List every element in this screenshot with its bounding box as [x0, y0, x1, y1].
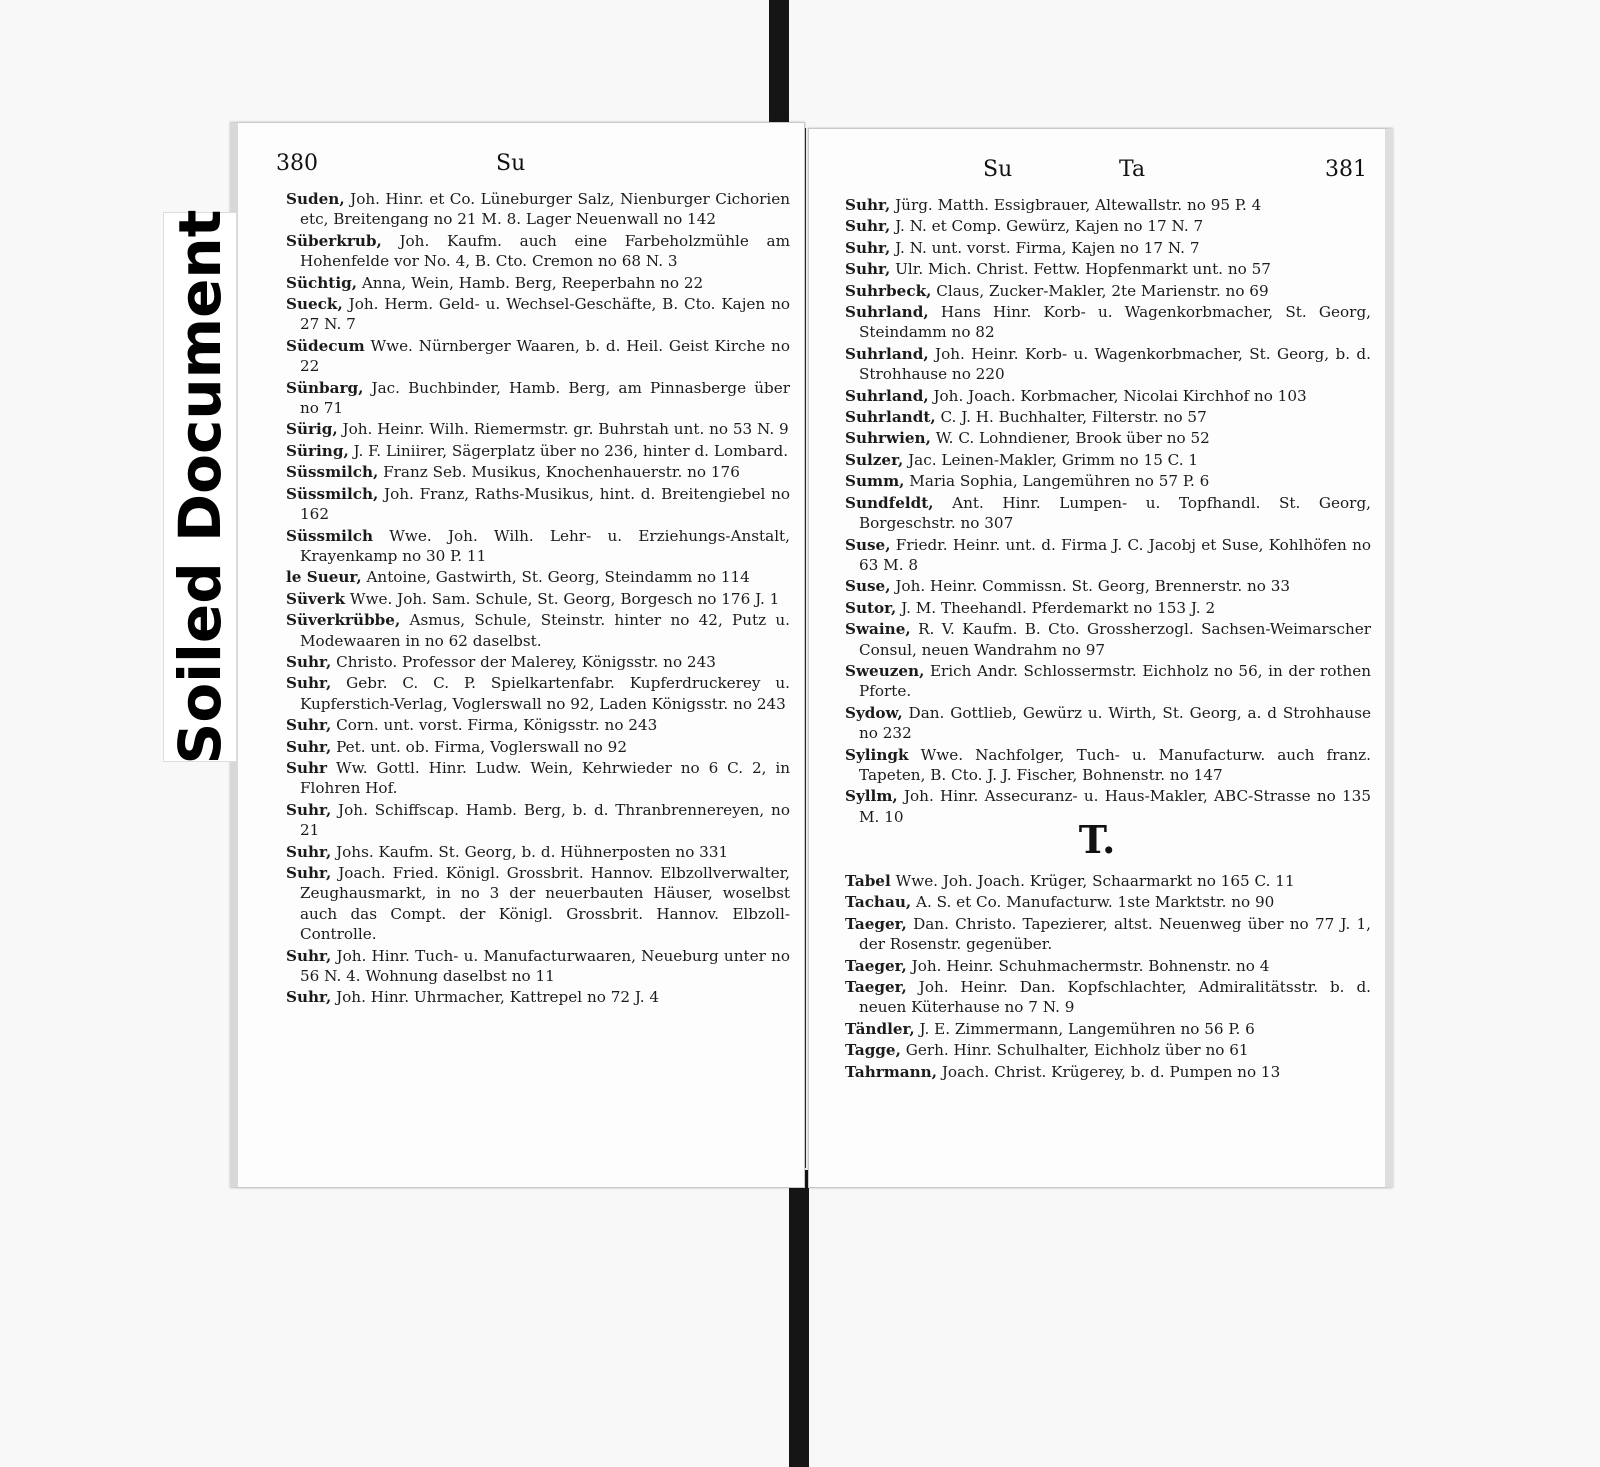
- spine-bottom: [789, 1170, 809, 1467]
- entry-details: J. E. Zimmermann, Langemühren no 56 P. 6: [914, 1019, 1255, 1038]
- entry-name: Suhr,: [286, 842, 332, 861]
- entry-details: Gebr. C. C. P. Spielkartenfabr. Kupferdruckerey u. Kupferstich-Verlag, Voglerswall no 92, Laden Königsstr. no 243: [300, 674, 790, 713]
- directory-entry: [831, 195, 1371, 215]
- entry-details: J. N. et Comp. Gewürz, Kajen no 17 N. 7: [890, 217, 1204, 236]
- entry-details: Joach. Fried. Königl. Grossbrit. Hannov. Elbzollverwalter, Zeughausmarkt, in no 3 der neuerbauten Häuser, woselbst auch das Compt. der Königl. Grossbrit. Hannov. Elbzoll-Controlle.: [300, 864, 790, 944]
- directory-entry: [272, 715, 790, 735]
- left-page-number: 380: [276, 151, 318, 176]
- entry-name: Süssmilch: [286, 526, 374, 545]
- directory-entry: [831, 661, 1371, 702]
- entry-details: Erich Andr. Schlossermstr. Eichholz no 56, in der rothen Pforte.: [859, 661, 1371, 701]
- entry-name: Sulzer,: [845, 450, 904, 469]
- entry-name: Taeger,: [845, 956, 907, 975]
- entry-details: Jac. Buchbinder, Hamb. Berg, am Pinnasberge über no 71: [300, 378, 790, 418]
- entry-details: Gerh. Hinr. Schulhalter, Eichholz über no 61: [900, 1041, 1249, 1060]
- entry-details: A. S. et Co. Manufacturw. 1ste Marktstr. no 90: [911, 893, 1275, 912]
- directory-entry: [272, 419, 790, 439]
- directory-entry: [272, 589, 790, 609]
- entry-details: Joh. Hinr. et Co. Lüneburger Salz, Nienburger Cichorien etc, Breitengang no 21 M. 8. Lager Neuenwall no 142: [300, 190, 790, 229]
- entry-details: Dan. Gottlieb, Gewürz u. Wirth, St. Georg, a. d Strohhause no 232: [859, 703, 1371, 743]
- entry-name: Suden,: [286, 190, 345, 208]
- directory-entry: [831, 386, 1371, 406]
- entry-name: Suse,: [845, 535, 891, 554]
- right-page-number: 381: [1325, 157, 1367, 182]
- entry-name: Sylingk: [845, 745, 909, 764]
- entry-details: Joh. Herm. Geld- u. Wechsel-Geschäfte, B. Cto. Kajen no 27 N. 7: [300, 295, 790, 334]
- entry-details: R. V. Kaufm. B. Cto. Grossherzogl. Sachsen-Weimarscher Consul, neuen Wandrahm no 97: [859, 620, 1371, 659]
- directory-entry: [831, 216, 1371, 236]
- entry-name: Suhr,: [845, 260, 891, 279]
- entry-details: Anna, Wein, Hamb. Berg, Reeperbahn no 22: [357, 273, 704, 292]
- entry-name: Suhrland,: [845, 344, 929, 363]
- section-letter: T.: [1078, 817, 1116, 862]
- entry-name: Swaine,: [845, 620, 911, 639]
- entry-name: Suhr,: [286, 988, 332, 1007]
- entry-details: C. J. H. Buchhalter, Filterstr. no 57: [935, 408, 1207, 427]
- directory-entry: [831, 238, 1371, 258]
- entry-name: Sueck,: [286, 295, 343, 314]
- directory-entry: [272, 610, 790, 651]
- entry-name: Suhr,: [845, 217, 891, 236]
- entry-name: Tahrmann,: [845, 1062, 938, 1081]
- directory-entry: [272, 294, 790, 335]
- entry-details: Jac. Leinen-Makler, Grimm no 15 C. 1: [903, 450, 1199, 469]
- entry-details: Ww. Gottl. Hinr. Ludw. Wein, Kehrwieder no 6 C. 2, in Flohren Hof.: [300, 758, 790, 798]
- directory-entry: [831, 493, 1371, 534]
- directory-entry: [272, 526, 790, 567]
- entry-name: Süssmilch,: [286, 484, 379, 503]
- directory-entry: [272, 842, 790, 862]
- directory-entry: [831, 914, 1371, 955]
- directory-entry: [831, 745, 1371, 786]
- entry-details: Joh. Hinr. Assecuranz- u. Haus-Makler, ABC-Strasse no 135 M. 10: [859, 787, 1371, 826]
- entry-details: Wwe. Joh. Joach. Krüger, Schaarmarkt no 165 C. 11: [890, 872, 1295, 890]
- entry-details: J. F. Liniirer, Sägerplatz über no 236, hinter d. Lombard.: [348, 441, 789, 460]
- directory-entry: [272, 758, 790, 799]
- entry-name: Suhr,: [286, 864, 332, 882]
- left-entries: [272, 189, 790, 1009]
- entry-details: Friedr. Heinr. unt. d. Firma J. C. Jacobj et Suse, Kohlhöfen no 63 M. 8: [859, 535, 1371, 574]
- entry-name: Sweuzen,: [845, 661, 925, 680]
- directory-entry: [831, 703, 1371, 744]
- entry-name: Suhr: [286, 758, 328, 777]
- directory-entry: [831, 892, 1371, 912]
- directory-entry: [831, 871, 1371, 891]
- entry-details: Joh. Heinr. Dan. Kopfschlachter, Admiralitätsstr. b. d. neuen Küterhause no 7 N. 9: [859, 978, 1371, 1017]
- directory-entry: [831, 619, 1371, 660]
- entry-details: J. M. Theehandl. Pferdemarkt no 153 J. 2: [896, 598, 1216, 617]
- directory-entry: [272, 273, 790, 293]
- entry-details: Joh. Hinr. Tuch- u. Manufacturwaaren, Neueburg unter no 56 N. 4. Wohnung daselbst no 11: [300, 946, 790, 986]
- entry-name: Suse,: [845, 577, 891, 596]
- spine-top: [769, 0, 789, 135]
- directory-entry: [272, 189, 790, 230]
- directory-entry: [831, 1019, 1371, 1039]
- directory-entry: [272, 336, 790, 377]
- entry-details: Joh. Kaufm. auch eine Farbeholzmühle am Hohenfelde vor No. 4, B. Cto. Cremon no 68 N. 3: [300, 231, 790, 271]
- entry-details: Hans Hinr. Korb- u. Wagenkorbmacher, St. Georg, Steindamm no 82: [859, 303, 1371, 342]
- entry-name: Suhr,: [286, 716, 332, 735]
- directory-entry: [831, 576, 1371, 596]
- directory-entry: [831, 428, 1371, 448]
- entry-name: Suhr,: [286, 652, 332, 671]
- directory-entry: [831, 1062, 1371, 1082]
- directory-entry: [272, 673, 790, 714]
- directory-entry: [831, 598, 1371, 618]
- entry-name: Suhrland,: [845, 386, 929, 405]
- entry-name: Tagge,: [845, 1041, 901, 1060]
- stamp-text: Soiled Document: [166, 209, 234, 765]
- directory-entry: [831, 281, 1371, 301]
- entry-name: Suhr,: [286, 946, 332, 965]
- entry-details: Corn. unt. vorst. Firma, Königsstr. no 243: [331, 716, 658, 735]
- right-running-head-right: Ta: [1119, 157, 1146, 182]
- entry-name: Taeger,: [845, 914, 907, 933]
- entry-name: le Sueur,: [286, 568, 362, 587]
- entry-details: Wwe. Nachfolger, Tuch- u. Manufacturw. auch franz. Tapeten, B. Cto. J. J. Fischer, Bohnenstr. no 147: [859, 745, 1371, 784]
- entry-details: Wwe. Joh. Wilh. Lehr- u. Erziehungs-Anstalt, Krayenkamp no 30 P. 11: [300, 526, 790, 565]
- directory-entry: [272, 441, 790, 461]
- entry-name: Süberkrub,: [286, 231, 382, 250]
- entry-details: Franz Seb. Musikus, Knochenhauerstr. no 176: [378, 463, 740, 482]
- entry-name: Suhrland,: [845, 303, 929, 322]
- directory-entry: [272, 378, 790, 419]
- directory-entry: [831, 1040, 1371, 1060]
- entry-details: Claus, Zucker-Makler, 2te Marienstr. no 69: [931, 281, 1269, 300]
- entry-details: Antoine, Gastwirth, St. Georg, Steindamm no 114: [361, 568, 750, 587]
- entry-name: Südecum: [286, 336, 365, 355]
- entry-details: Joach. Christ. Krügerey, b. d. Pumpen no 13: [937, 1062, 1281, 1081]
- entry-name: Suhr,: [845, 196, 891, 214]
- entry-details: Joh. Schiffscap. Hamb. Berg, b. d. Thranbrennereyen, no 21: [300, 800, 790, 840]
- entry-name: Suhr,: [845, 238, 891, 257]
- entry-details: Asmus, Schule, Steinstr. hinter no 42, Putz u. Modewaaren in no 62 daselbst.: [300, 611, 790, 650]
- entry-details: J. N. unt. vorst. Firma, Kajen no 17 N. 7: [890, 238, 1200, 257]
- directory-entry: [831, 977, 1371, 1018]
- entry-details: Jürg. Matth. Essigbrauer, Altewallstr. no 95 P. 4: [890, 196, 1262, 214]
- entry-name: Sutor,: [845, 598, 897, 617]
- directory-entry: [272, 231, 790, 272]
- directory-entry: [831, 302, 1371, 343]
- directory-entry: [831, 259, 1371, 279]
- entry-name: Sünbarg,: [286, 378, 364, 397]
- directory-entry: [272, 462, 790, 482]
- entry-name: Suhr,: [286, 800, 332, 819]
- right-running-head-left: Su: [983, 157, 1013, 182]
- left-page: [230, 122, 805, 1188]
- entry-details: Joh. Heinr. Commissn. St. Georg, Brennerstr. no 33: [890, 577, 1291, 596]
- directory-entry: [831, 535, 1371, 576]
- entry-name: Sydow,: [845, 703, 903, 722]
- entry-details: Ulr. Mich. Christ. Fettw. Hopfenmarkt unt. no 57: [890, 260, 1271, 279]
- directory-entry: [272, 567, 790, 587]
- entry-details: W. C. Lohndiener, Brook über no 52: [930, 429, 1210, 448]
- entry-name: Tändler,: [845, 1019, 915, 1038]
- directory-entry: [272, 737, 790, 757]
- directory-entry: [831, 450, 1371, 470]
- directory-entry: [272, 863, 790, 945]
- t-entries: [831, 871, 1371, 1083]
- entry-name: Süverk: [286, 589, 346, 608]
- entry-name: Tachau,: [845, 893, 912, 912]
- directory-entry: [272, 800, 790, 841]
- right-entries: [831, 195, 1371, 828]
- entry-name: Sürig,: [286, 420, 338, 439]
- entry-name: Summ,: [845, 472, 905, 491]
- entry-details: Wwe. Joh. Sam. Schule, St. Georg, Borgesch no 176 J. 1: [345, 589, 780, 608]
- entry-details: Joh. Joach. Korbmacher, Nicolai Kirchhof no 103: [928, 386, 1307, 405]
- entry-name: Tabel: [845, 872, 891, 890]
- directory-entry: [272, 987, 790, 1007]
- entry-details: Joh. Hinr. Uhrmacher, Kattrepel no 72 J. 4: [331, 988, 660, 1007]
- entry-details: Joh. Heinr. Korb- u. Wagenkorbmacher, St. Georg, b. d. Strohhause no 220: [859, 344, 1371, 384]
- entry-name: Suhrwien,: [845, 429, 931, 448]
- entry-details: Maria Sophia, Langemühren no 57 P. 6: [904, 472, 1210, 491]
- left-page-header: [238, 151, 804, 181]
- directory-entry: [831, 407, 1371, 427]
- entry-name: Sundfeldt,: [845, 493, 934, 512]
- entry-name: Suhrlandt,: [845, 408, 936, 427]
- entry-details: Dan. Christo. Tapezierer, altst. Neuenweg über no 77 J. 1, der Rosenstr. gegenüber.: [859, 914, 1371, 954]
- entry-details: Pet. unt. ob. Firma, Voglerswall no 92: [331, 737, 627, 756]
- entry-name: Suhr,: [286, 674, 332, 693]
- entry-details: Johs. Kaufm. St. Georg, b. d. Hühnerposten no 331: [331, 842, 729, 861]
- directory-entry: [831, 956, 1371, 976]
- entry-name: Süssmilch,: [286, 463, 379, 482]
- entry-name: Syllm,: [845, 787, 898, 806]
- right-page-header: [809, 157, 1385, 187]
- directory-entry: [272, 946, 790, 987]
- entry-name: Suhr,: [286, 737, 332, 756]
- directory-entry: [272, 484, 790, 525]
- directory-entry: [272, 652, 790, 672]
- entry-details: Wwe. Nürnberger Waaren, b. d. Heil. Geist Kirche no 22: [300, 336, 790, 376]
- directory-entry: [831, 344, 1371, 385]
- entry-details: Joh. Heinr. Wilh. Riemermstr. gr. Buhrstah unt. no 53 N. 9: [337, 420, 789, 439]
- left-running-head: Su: [496, 151, 526, 176]
- entry-name: Süchtig,: [286, 273, 357, 292]
- entry-details: Ant. Hinr. Lumpen- u. Topfhandl. St. Georg, Borgeschstr. no 307: [859, 493, 1371, 533]
- soiled-document-stamp: [163, 209, 237, 765]
- right-page: [808, 128, 1393, 1188]
- entry-details: Joh. Franz, Raths-Musikus, hint. d. Breitengiebel no 162: [300, 484, 790, 524]
- directory-entry: [831, 471, 1371, 491]
- entry-name: Suhrbeck,: [845, 281, 932, 300]
- entry-name: Süverkrübbe,: [286, 611, 401, 630]
- entry-name: Süring,: [286, 441, 349, 460]
- entry-details: Christo. Professor der Malerey, Königsstr. no 243: [331, 652, 716, 671]
- entry-details: Joh. Heinr. Schuhmachermstr. Bohnenstr. no 4: [906, 956, 1270, 975]
- entry-name: Taeger,: [845, 978, 907, 997]
